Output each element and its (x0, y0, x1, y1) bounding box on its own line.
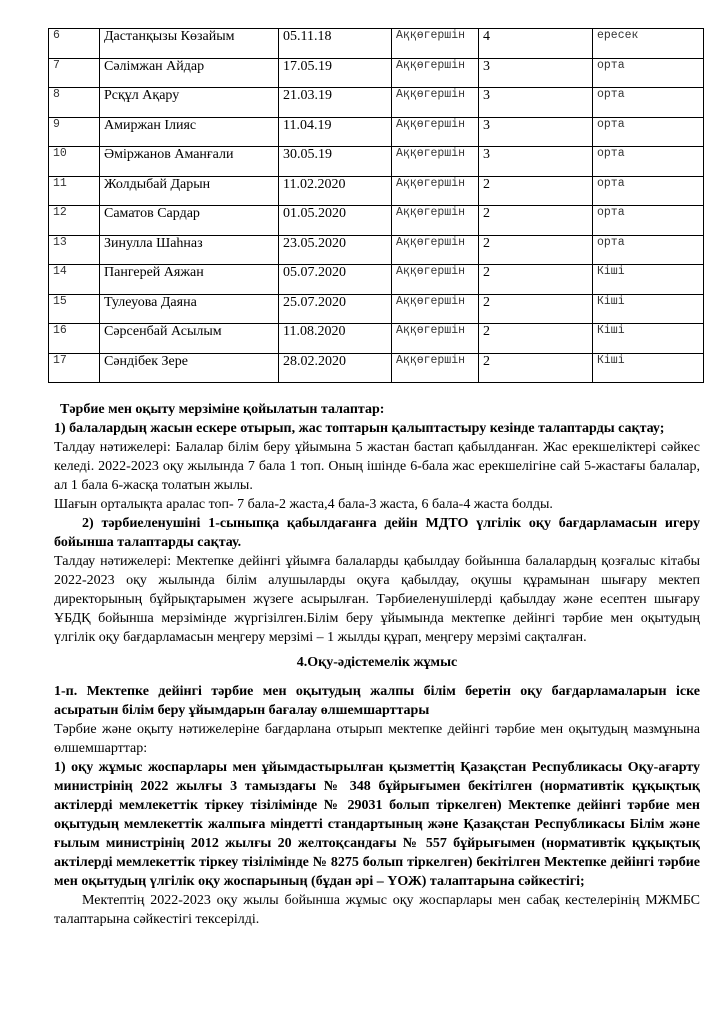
birth-date-cell: 11.04.19 (279, 117, 392, 147)
age-cell: 3 (479, 58, 593, 88)
age-cell: 3 (479, 117, 593, 147)
age-cell: 2 (479, 294, 593, 324)
group-name-cell: Аққөгершін (392, 117, 479, 147)
group-level-cell: Кіші (593, 324, 704, 354)
point-1-intro: Тәрбие және оқыту нәтижелеріне бағдарлана отырып мектепке дейінгі тәрбие мен оқытудың мазмұнына өлшемшарттар: (54, 722, 700, 756)
group-name-cell: Аққөгершін (392, 58, 479, 88)
age-cell: 3 (479, 147, 593, 177)
point-1-check: Мектептің 2022-2023 оқу жылы бойынша жұмыс оқу жоспарлары мен сабақ кестелерінің МЖМБС талаптарына сәйкестігі тексерілді. (54, 893, 700, 927)
requirement-2-analysis: Талдау нәтижелері: Мектепке дейінгі ұйымға балаларды қабылдау бойынша балалардың қозғалыс кітабы 2022-2023 оқу жылында білім алушыларды оқуға қабылдау, оқушы құрамынан шығару мектеп директорының бұйрықтарымен жүзеге асырылған. Тәрбиеленушілерді қабылдау және есептен шығару ҰБДҚ бойынша мерзімінде жүргізілген.Білім беру ұйымында мектепке дейінгі тәрбие мен оқытудың үлгілік оқу бағдарламасын меңгеру мерзімі – 1 жылды құрап, меңгеру мерзімі сақталған. (54, 554, 700, 645)
row-number-cell: 10 (49, 147, 100, 177)
group-name-cell: Аққөгершін (392, 353, 479, 383)
child-name-cell: Әміржанов Аманғали (100, 147, 279, 177)
section-4-title: 4.Оқу-әдістемелік жұмыс (296, 655, 458, 670)
point-1-item-1: 1) оқу жұмыс жоспарлары мен ұйымдастырылған қызметтің Қазақстан Республикасы Оқу-ағарту министрінің 2022 жылғы 3 тамыздағы № 348 бұйрығымен бекітілген (нормативтік құқықтық актілерді мемлекеттік тіркеу тізілімінде № 29031 болып тіркелген) Мектепке дейінгі тәрбие мен оқытудың мемлекеттік жалпыға міндетті стандартының және Қазақстан Республикасы Білім және ғылым министрінің 2012 жылғы 20 желтоқсандағы № 557 бұйрығымен (нормативтік құқықтық актілерді мемлекеттік тіркеу тізілімінде № 8275 болып тіркелген) бекітілген Мектепке дейінгі тәрбие мен оқытудың үлгілік оқу жоспарының (бұдан әрі – ҮОЖ) талаптарына сәйкестігі; (54, 760, 700, 889)
birth-date-cell: 01.05.2020 (279, 206, 392, 236)
child-name-cell: Сәрсенбай Асылым (100, 324, 279, 354)
row-number-cell: 8 (49, 88, 100, 118)
birth-date-cell: 17.05.19 (279, 58, 392, 88)
child-name-cell: Саматов Сардар (100, 206, 279, 236)
group-level-cell: орта (593, 235, 704, 265)
table-row (49, 117, 704, 147)
birth-date-cell: 05.11.18 (279, 29, 392, 59)
child-name-cell: Рсқұл Ақару (100, 88, 279, 118)
row-number-cell: 11 (49, 176, 100, 206)
group-level-cell: орта (593, 88, 704, 118)
group-name-cell: Аққөгершін (392, 176, 479, 206)
child-name-cell: Пангерей Аяжан (100, 265, 279, 295)
table-row (49, 206, 704, 236)
table-row (49, 29, 704, 59)
table-row (49, 324, 704, 354)
table-row (49, 265, 704, 295)
age-cell: 2 (479, 324, 593, 354)
child-name-cell: Тулеуова Даяна (100, 294, 279, 324)
birth-date-cell: 30.05.19 (279, 147, 392, 177)
child-name-cell: Жолдыбай Дарын (100, 176, 279, 206)
row-number-cell: 12 (49, 206, 100, 236)
age-cell: 2 (479, 353, 593, 383)
row-number-cell: 15 (49, 294, 100, 324)
requirement-1-note: Шағын орталықта аралас топ- 7 бала-2 жаста,4 бала-3 жаста, 6 бала-4 жаста болды. (54, 497, 553, 512)
child-name-cell: Дастанқызы Көзайым (100, 29, 279, 59)
birth-date-cell: 23.05.2020 (279, 235, 392, 265)
row-number-cell: 17 (49, 353, 100, 383)
group-name-cell: Аққөгершін (392, 294, 479, 324)
birth-date-cell: 05.07.2020 (279, 265, 392, 295)
age-cell: 2 (479, 176, 593, 206)
age-cell: 2 (479, 206, 593, 236)
group-level-cell: Кіші (593, 265, 704, 295)
child-name-cell: Сәндібек Зере (100, 353, 279, 383)
group-level-cell: Кіші (593, 353, 704, 383)
document-text (54, 400, 700, 929)
child-name-cell: Зинулла Шаһназ (100, 235, 279, 265)
row-number-cell: 7 (49, 58, 100, 88)
age-cell: 2 (479, 235, 593, 265)
table-row (49, 58, 704, 88)
requirement-1-heading: 1) балалардың жасын ескере отырып, жас топтарын қалыптастыру кезінде талаптарды сақтау; (54, 421, 665, 436)
age-cell: 4 (479, 29, 593, 59)
children-roster-table (48, 28, 704, 383)
group-level-cell: орта (593, 147, 704, 177)
group-level-cell: ересек (593, 29, 704, 59)
requirement-2-heading: 2) тәрбиеленушіні 1-сыныпқа қабылдағанға дейін МДТО үлгілік оқу бағдарламасын игеру бойынша талаптарды сақтау. (54, 516, 700, 550)
row-number-cell: 16 (49, 324, 100, 354)
requirements-heading: Тәрбие мен оқыту мерзіміне қойылатын талаптар: (60, 402, 385, 417)
group-name-cell: Аққөгершін (392, 29, 479, 59)
group-name-cell: Аққөгершін (392, 324, 479, 354)
row-number-cell: 14 (49, 265, 100, 295)
child-name-cell: Амиржан Ілияс (100, 117, 279, 147)
group-name-cell: Аққөгершін (392, 206, 479, 236)
group-level-cell: орта (593, 58, 704, 88)
group-name-cell: Аққөгершін (392, 88, 479, 118)
table-row (49, 353, 704, 383)
row-number-cell: 9 (49, 117, 100, 147)
row-number-cell: 13 (49, 235, 100, 265)
child-name-cell: Сәлімжан Айдар (100, 58, 279, 88)
group-level-cell: орта (593, 206, 704, 236)
birth-date-cell: 11.02.2020 (279, 176, 392, 206)
group-level-cell: Кіші (593, 294, 704, 324)
group-level-cell: орта (593, 117, 704, 147)
group-name-cell: Аққөгершін (392, 235, 479, 265)
age-cell: 3 (479, 88, 593, 118)
group-name-cell: Аққөгершін (392, 265, 479, 295)
roster-table-body (49, 29, 704, 383)
birth-date-cell: 25.07.2020 (279, 294, 392, 324)
age-cell: 2 (479, 265, 593, 295)
birth-date-cell: 21.03.19 (279, 88, 392, 118)
row-number-cell: 6 (49, 29, 100, 59)
birth-date-cell: 28.02.2020 (279, 353, 392, 383)
group-name-cell: Аққөгершін (392, 147, 479, 177)
point-1-heading: 1-п. Мектепке дейінгі тәрбие мен оқытудың жалпы білім беретін оқу бағдарламаларын іске асыратын білім беру ұйымдарын бағалау өлшемшарттары (54, 684, 700, 718)
table-row (49, 147, 704, 177)
birth-date-cell: 11.08.2020 (279, 324, 392, 354)
group-level-cell: орта (593, 176, 704, 206)
table-row (49, 294, 704, 324)
table-row (49, 176, 704, 206)
table-row (49, 88, 704, 118)
requirement-1-analysis: Талдау нәтижелері: Балалар білім беру ұйымына 5 жастан бастап қабылданған. Жас ерекшеліктері сәйкес келеді. 2022-2023 оқу жылында 7 бала 1 топ. Оның ішінде 6-бала жас ерекшелігіне сай 5-жастағы балалар, ал 1 бала 6-жасқа толатын жылы. (54, 440, 700, 493)
table-row (49, 235, 704, 265)
